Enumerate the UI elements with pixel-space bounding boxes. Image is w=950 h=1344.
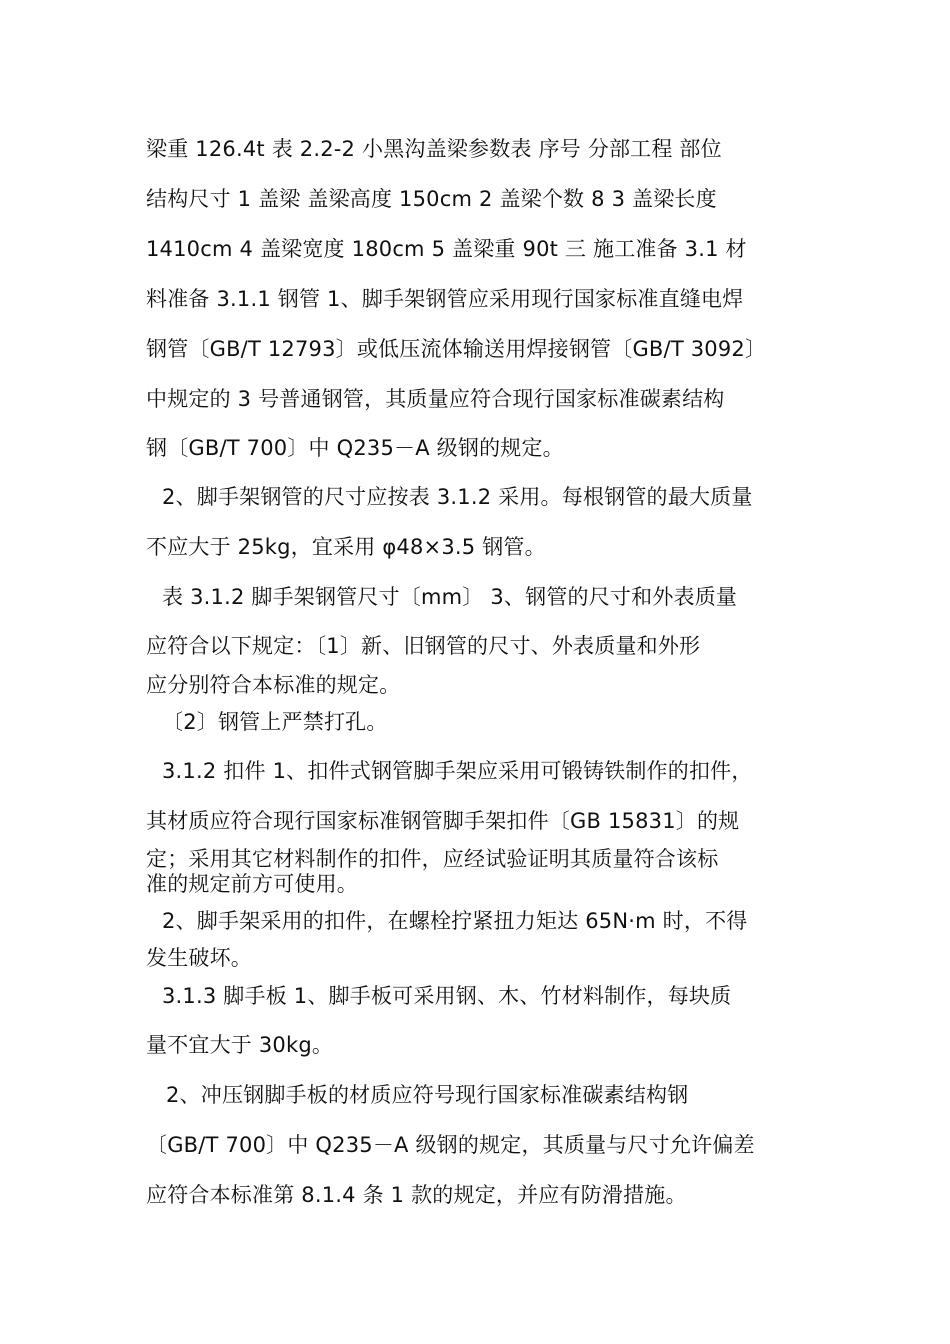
text-line-6: 中规定的 3 号普通钢管，其质量应符合现行国家标准碳素结构 — [146, 387, 725, 411]
text-line-9: 不应大于 25kg，宜采用 φ48×3.5 钢管。 — [146, 535, 546, 559]
text-line-5: 钢管〔GB/T 12793〕或低压流体输送用焊接钢管〔GB/T 3092〕 — [146, 337, 767, 361]
text-line-13: 〔2〕钢管上严禁打孔。 — [162, 710, 388, 734]
text-line-4: 料准备 3.1.1 钢管 1、脚手架钢管应采用现行国家标准直缝电焊 — [146, 287, 744, 311]
text-line-18: 2、脚手架采用的扣件，在螺栓拧紧扭力矩达 65N·m 时，不得 — [162, 909, 748, 933]
text-line-16: 定；采用其它材料制作的扣件，应经试验证明其质量符合该标 — [146, 847, 719, 871]
text-line-17: 准的规定前方可使用。 — [146, 872, 358, 896]
text-line-7: 钢〔GB/T 700〕中 Q235－A 级钢的规定。 — [146, 436, 564, 460]
text-line-20: 3.1.3 脚手板 1、脚手板可采用钢、木、竹材料制作，每块质 — [162, 984, 732, 1008]
text-line-1: 梁重 126.4t 表 2.2-2 小黑沟盖梁参数表 序号 分部工程 部位 — [146, 137, 722, 161]
text-line-21: 量不宜大于 30kg。 — [146, 1033, 334, 1057]
text-line-2: 结构尺寸 1 盖梁 盖梁高度 150cm 2 盖梁个数 8 3 盖梁长度 — [146, 187, 717, 211]
text-line-15: 其材质应符合现行国家标准钢管脚手架扣件〔GB 15831〕的规 — [146, 809, 740, 833]
text-line-22: 2、冲压钢脚手板的材质应符号现行国家标准碳素结构钢 — [166, 1083, 689, 1107]
text-line-11: 应符合以下规定：〔1〕新、旧钢管的尺寸、外表质量和外形 — [146, 634, 701, 658]
text-line-14: 3.1.2 扣件 1、扣件式钢管脚手架应采用可锻铸铁制作的扣件， — [162, 759, 753, 783]
text-line-19: 发生破坏。 — [146, 946, 252, 970]
text-line-23: 〔GB/T 700〕中 Q235－A 级钢的规定，其质量与尺寸允许偏差 — [146, 1133, 755, 1157]
text-line-24: 应符合本标准第 8.1.4 条 1 款的规定，并应有防滑措施。 — [146, 1183, 687, 1207]
text-line-8: 2、脚手架钢管的尺寸应按表 3.1.2 采用。每根钢管的最大质量 — [162, 485, 753, 509]
text-line-10: 表 3.1.2 脚手架钢管尺寸〔mm〕 3、钢管的尺寸和外表质量 — [162, 585, 738, 609]
text-line-12: 应分别符合本标准的规定。 — [146, 673, 401, 697]
text-line-3: 1410cm 4 盖梁宽度 180cm 5 盖梁重 90t 三 施工准备 3.1 材 — [146, 237, 747, 261]
